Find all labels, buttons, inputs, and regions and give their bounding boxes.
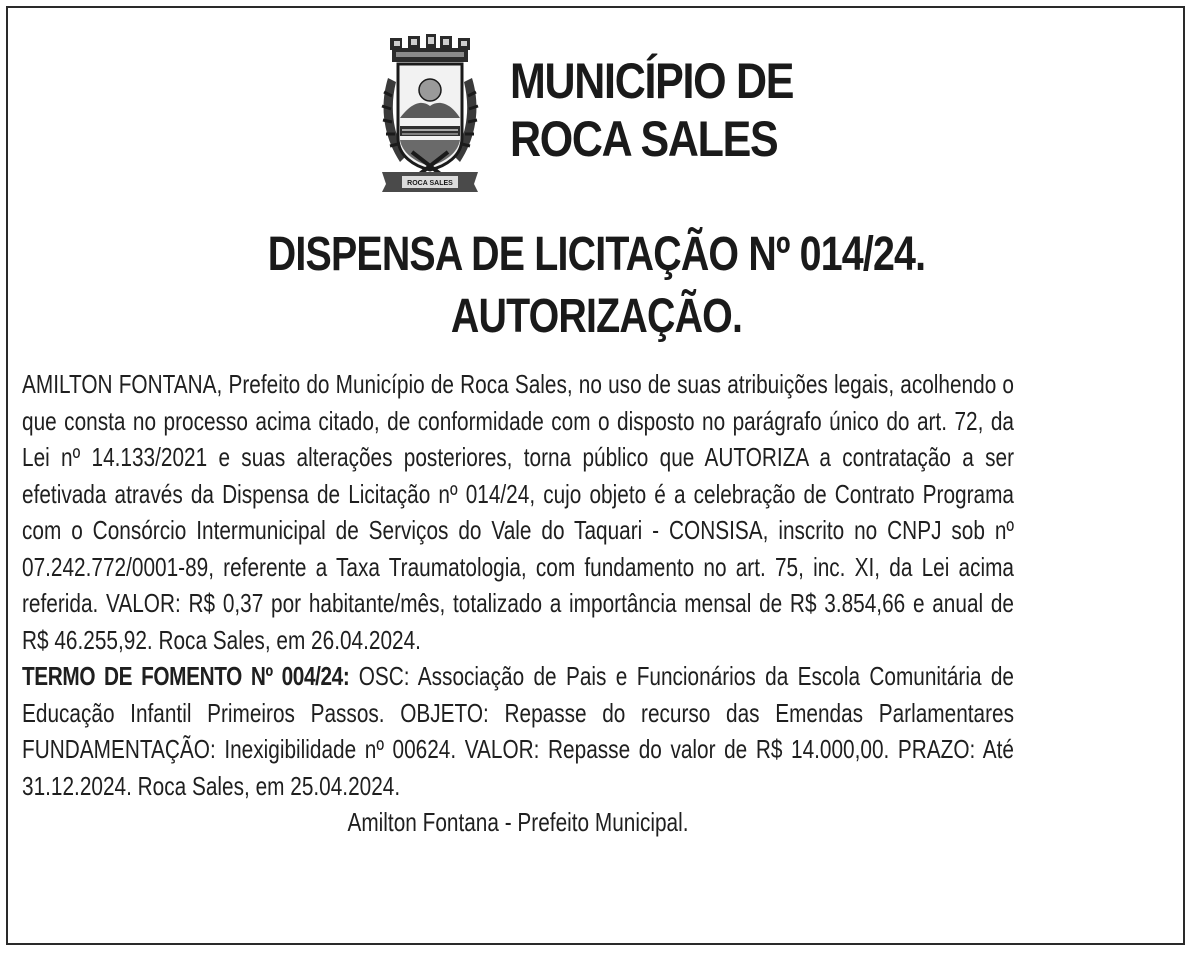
document-header xyxy=(378,34,839,194)
title-line-2: AUTORIZAÇÃO. xyxy=(450,290,743,343)
document-body xyxy=(22,366,1014,841)
crest-banner-text: ROCA SALES xyxy=(407,180,453,187)
fomento-paragraph xyxy=(22,658,1014,804)
authorization-paragraph: AMILTON FONTANA, Prefeito do Município de Roca Sales, no uso de suas atribuições legais, acolhendo o que consta no processo acima citado, de conformidade com o disposto no parágrafo único do art. 72, da Lei nº 14.133/2021 e suas alterações posteriores, torna público que AUTORIZA a contratação a ser efetivada através da Dispensa de Licitação nº 014/24, cujo objeto é a celebração de Contrato Programa com o Consórcio Intermunicipal de Serviços do Vale do Taquari - CONSISA, inscrito no CNPJ sob nº 07.242.772/0001-89, referente a Taxa Traumatologia, com fundamento no art. 75, inc. XI, da Lei acima referida. VALOR: R$ 0,37 por habitante/mês, totalizado a importância mensal de R$ 3.854,66 e anual de R$ 46.255,92. Roca Sales, em 26.04.2024. xyxy=(22,369,1014,655)
fomento-heading: TERMO DE FOMENTO Nº 004/24: xyxy=(22,661,350,691)
title-line-1: DISPENSA DE LICITAÇÃO Nº 014/24. xyxy=(267,228,926,281)
signature-line: Amilton Fontana - Prefeito Municipal. xyxy=(347,807,689,837)
fomento-text: OSC: Associação de Pais e Funcionários da Escola Comunitária de Educação Infantil Primeiros Passos. OBJETO: Repasse do recurso das Emendas Parlamentares FUNDAMENTAÇÃO: Inexigibilidade nº 00624. VALOR: Repasse do valor de R$ 14.000,00. PRAZO: Até 31.12.2024. Roca Sales, em 25.04.2024. xyxy=(22,661,1014,801)
municipality-name xyxy=(510,52,793,168)
document-title xyxy=(0,224,1193,348)
municipality-name-line-2: ROCA SALES xyxy=(510,111,778,167)
municipal-coat-of-arms-icon xyxy=(378,34,482,194)
municipality-name-line-1: MUNICÍPIO DE xyxy=(510,53,794,109)
